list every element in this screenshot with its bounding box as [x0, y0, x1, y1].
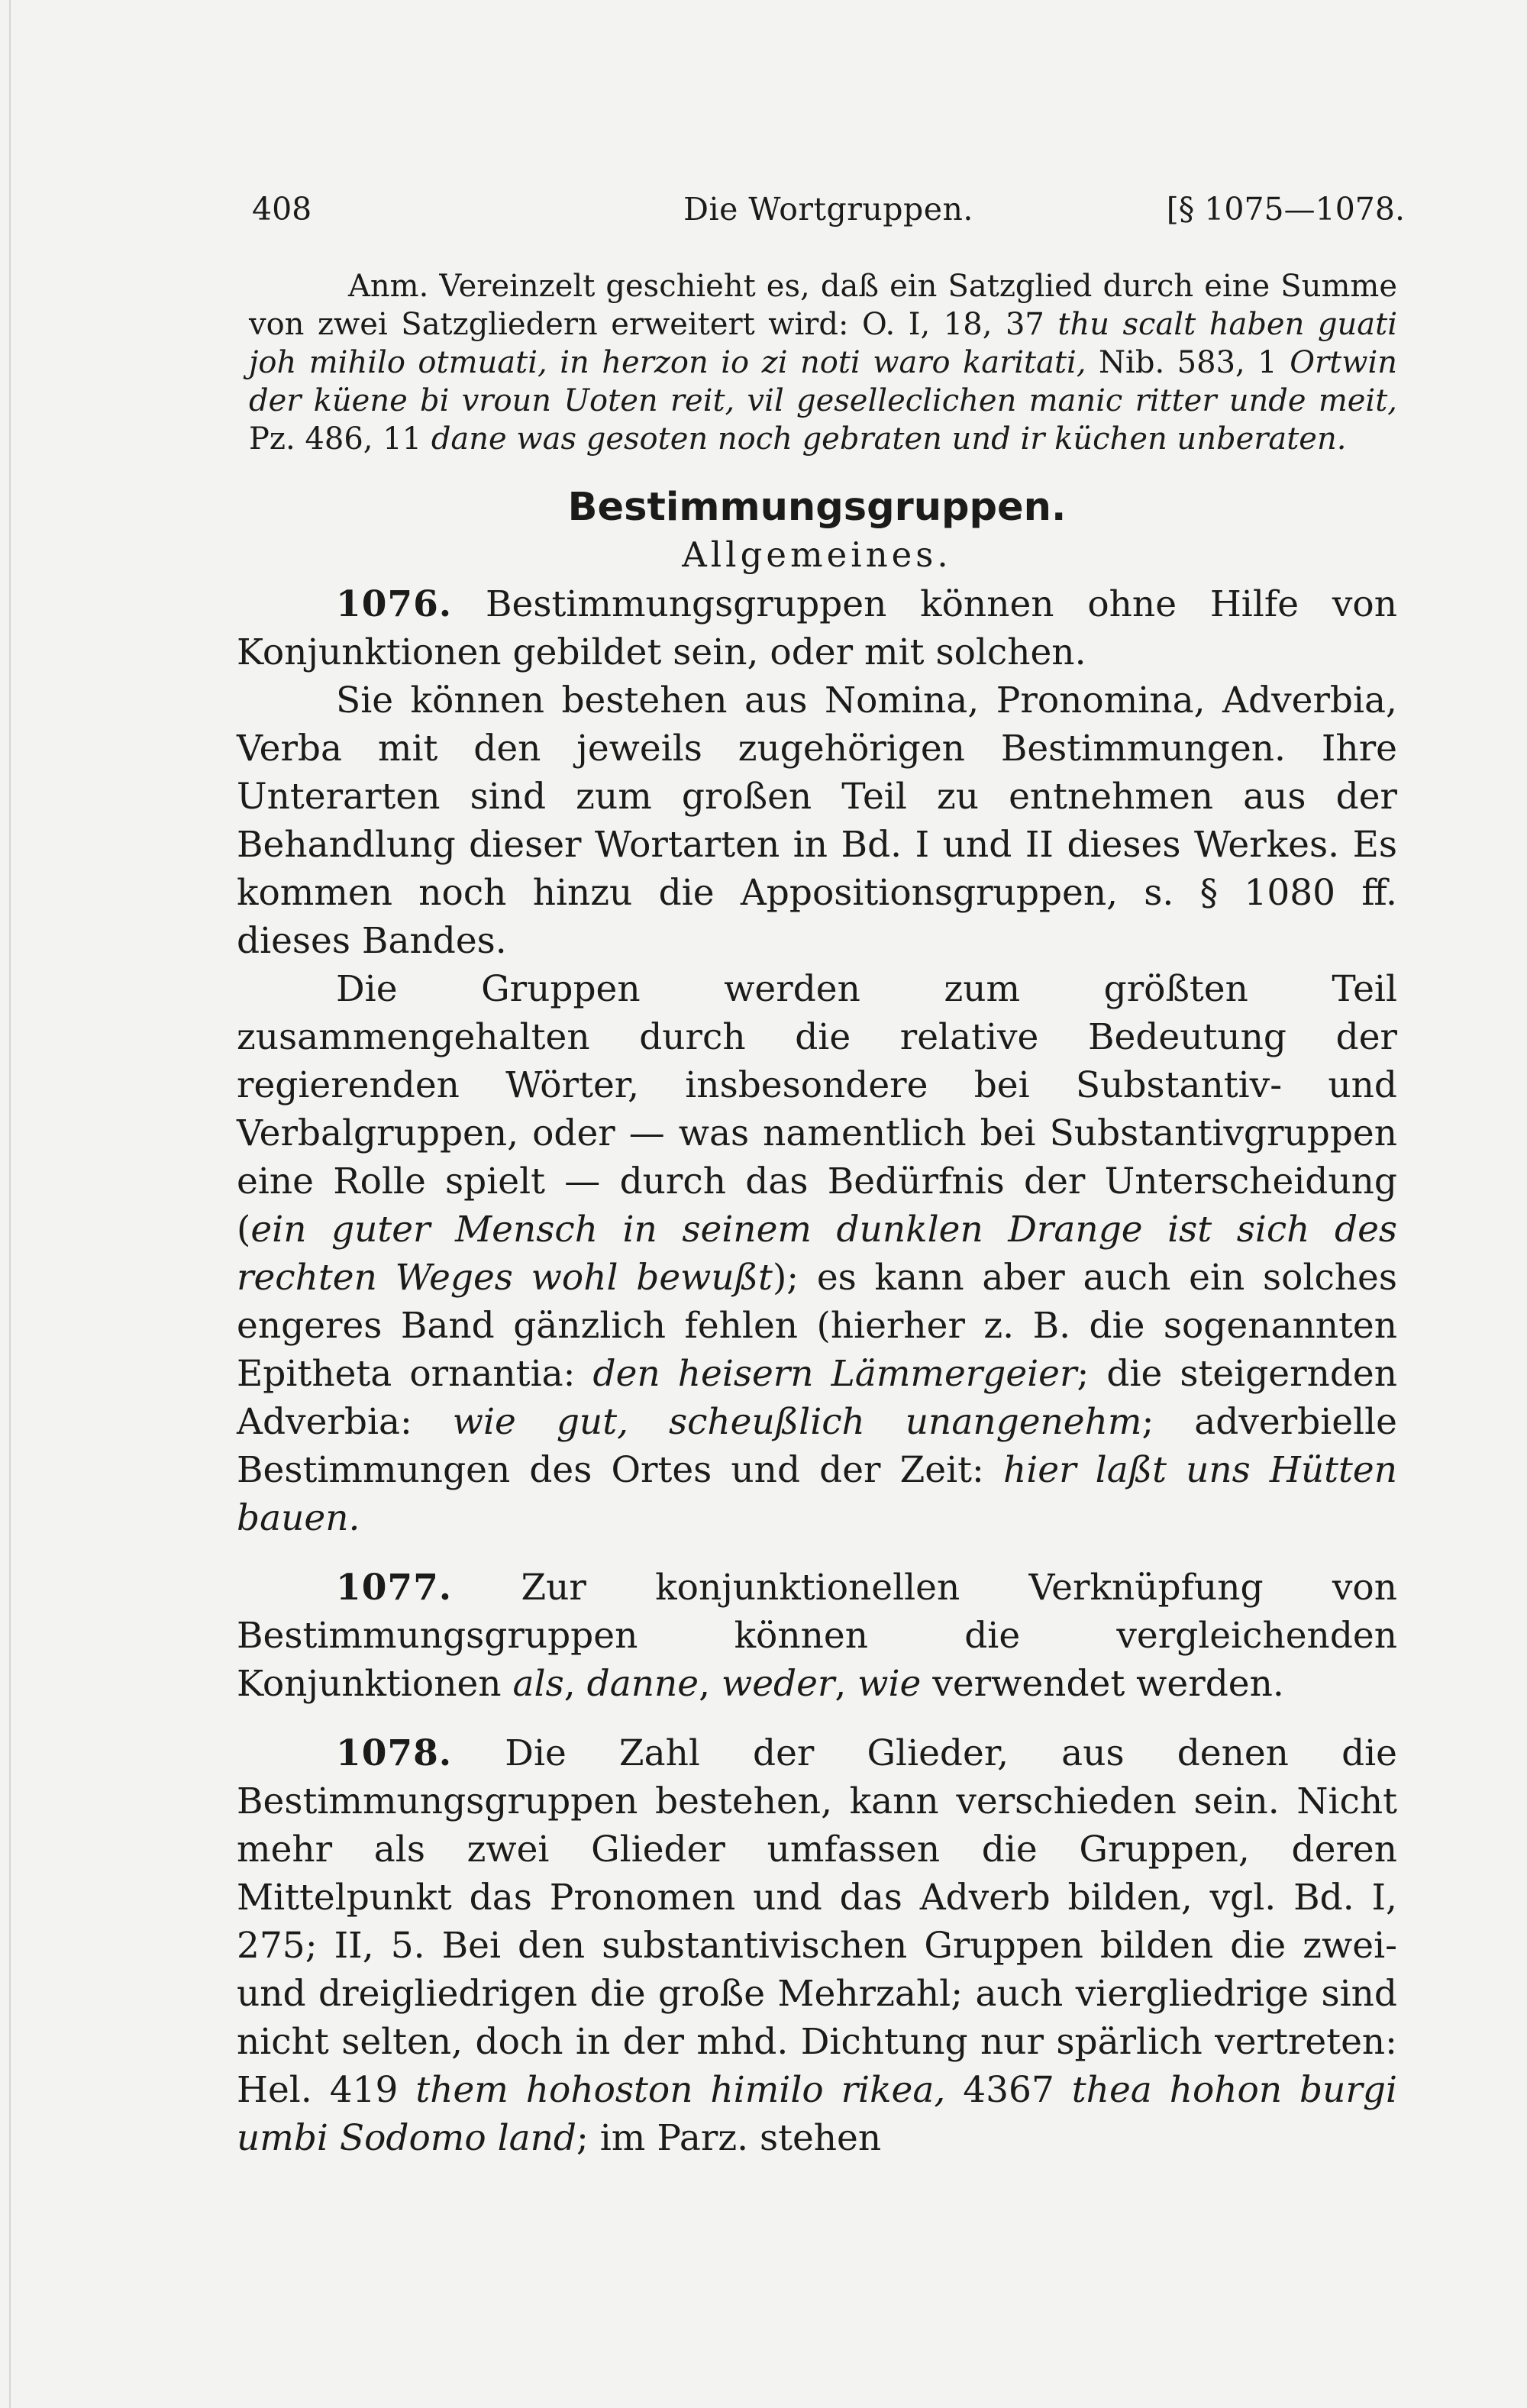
anm-example-1: thu scalt haben guati joh mihilo otmuati, in herzon io zi noti waro karitati,	[249, 307, 1397, 380]
separator: ,	[563, 1663, 587, 1705]
anm-example-2: Ortwin der küene bi vroun Uoten reit, vil geselleclichen manic ritter unde meit,	[249, 345, 1397, 418]
section-number-1077: 1077.	[336, 1567, 453, 1609]
anm-example-3: dane was gesoten noch gebraten und ir küchen unberaten.	[431, 421, 1347, 457]
anm-ref-2: Pz. 486, 11	[249, 421, 431, 457]
text-run: ; adverbielle Bestimmungen des Ortes und der Zeit:	[237, 1401, 1397, 1491]
separator: ,	[699, 1663, 722, 1705]
text-run: ; im Parz. stehen	[576, 2117, 882, 2159]
text-run: 4367	[945, 2069, 1072, 2111]
example-word: weder	[721, 1663, 835, 1705]
section-range: [§ 1075—1078.	[1166, 191, 1405, 228]
anm-lead: Anm. Vereinzelt geschieht es, daß ein Satzglied durch eine Summe von zwei Satzgliedern erweitert wird: O. I, 18, 37	[249, 269, 1397, 342]
paragraph-1077	[237, 1564, 1397, 1708]
annotation-paragraph	[249, 267, 1397, 458]
example-goethe: ein guter Mensch in seinem dunklen Drange ist sich des rechten Weges wohl bewußt	[237, 1209, 1397, 1299]
text-run: Zur konjunktionellen Verknüpfung von Bestimmungsgruppen können die vergleichenden Konjunktionen	[237, 1567, 1397, 1705]
paragraph-1076-2: Sie können bestehen aus Nomina, Pronomina, Adverbia, Verba mit den jeweils zugehörigen Bestimmungen. Ihre Unterarten sind zum großen Teil zu entnehmen aus der Behandlung dieser Wortarten in Bd. I und II dieses Werkes. Es kommen noch hinzu die Appositionsgruppen, s. § 1080 ff. dieses Bandes.	[237, 679, 1397, 962]
example-heliand-2: thea hohon burgi umbi Sodomo land	[237, 2069, 1397, 2159]
section-number-1078: 1078.	[336, 1732, 453, 1774]
example-word: als	[512, 1663, 564, 1705]
running-header	[252, 186, 1405, 232]
paragraph-1076-text: Bestimmungsgruppen können ohne Hilfe von Konjunktionen gebildet sein, oder mit solchen.	[237, 583, 1397, 673]
body-text	[237, 267, 1397, 2162]
text-run: verwendet werden.	[921, 1663, 1284, 1705]
section-subheading: Allgemeines.	[682, 534, 952, 575]
text-run: ; die steigernden Adverbia:	[237, 1353, 1398, 1443]
page-edge	[9, 0, 11, 2408]
page-number: 408	[252, 191, 312, 228]
example-epitheton: den heisern Lämmergeier	[592, 1353, 1077, 1395]
paragraph-1076	[237, 580, 1397, 676]
example-ort-zeit: hier laßt uns Hütten bauen.	[237, 1449, 1397, 1539]
paragraph-1078	[237, 1729, 1397, 2162]
anm-ref-1: Nib. 583, 1	[1086, 345, 1290, 380]
example-adverbia: wie gut, scheußlich unangenehm	[452, 1401, 1142, 1443]
example-word: danne	[586, 1663, 699, 1705]
example-word: wie	[857, 1663, 922, 1705]
text-run: Die Zahl der Glieder, aus denen die Bestimmungsgruppen bestehen, kann verschieden sein. Nicht mehr als zwei Glieder umfassen die Gruppen, deren Mittelpunkt das Pronomen und das Adverb bilden, vgl. Bd. I, 275; II, 5. Bei den substantivischen Gruppen bilden die zwei- und dreigliedrigen die große Mehrzahl; auch viergliedrige sind nicht selten, doch in der mhd. Dichtung nur spärlich vertreten: Hel. 419	[237, 1732, 1397, 2111]
text-run: Die Gruppen werden zum größten Teil zusammengehalten durch die relative Bedeutung der regierenden Wörter, insbesondere bei Substantiv- und Verbalgruppen, oder — was namentlich bei Substantivgruppen eine Rolle spielt — durch das Bedürfnis der Unterscheidung (	[237, 968, 1397, 1251]
text-run: ); es kann aber auch ein solches engeres Band gänzlich fehlen (hierher z. B. die sogenannten Epitheta ornantia:	[237, 1257, 1397, 1395]
running-title: Die Wortgruppen.	[683, 191, 973, 228]
paragraph-1076-3	[237, 965, 1397, 1542]
section-number-1076: 1076.	[336, 583, 453, 625]
section-heading: Bestimmungsgruppen.	[567, 485, 1067, 530]
separator: ,	[835, 1663, 858, 1705]
example-heliand-1: them hohoston himilo rikea,	[415, 2069, 946, 2111]
